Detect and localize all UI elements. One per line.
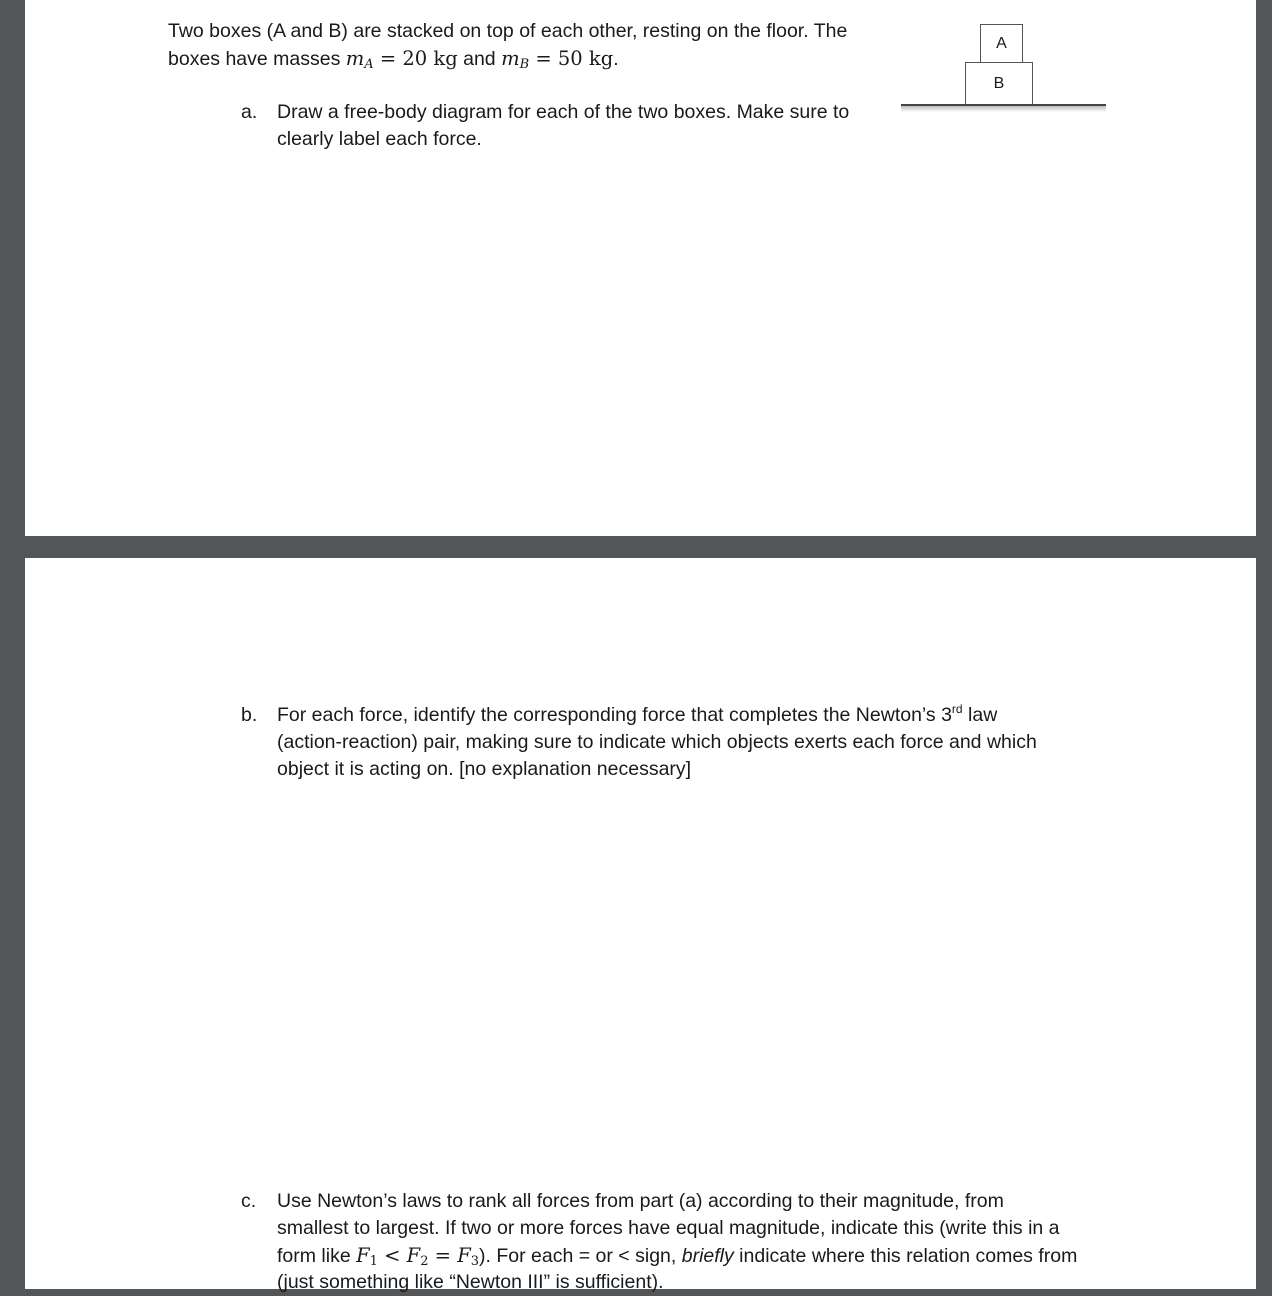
intro-text: boxes have masses bbox=[168, 48, 346, 70]
part-a-line-2: clearly label each force. bbox=[277, 128, 482, 150]
part-c-line-4: (just something like “Newton III” is sufficient). bbox=[277, 1271, 664, 1293]
intro-line-1: Two boxes (A and B) are stacked on top of each other, resting on the floor. The bbox=[168, 20, 848, 42]
document-page-2 bbox=[25, 558, 1256, 1293]
part-c-line-2: smallest to largest. If two or more forces have equal magnitude, indicate this (write this in a bbox=[277, 1217, 1060, 1239]
part-c-marker: c. bbox=[241, 1190, 257, 1212]
part-a-line-1: Draw a free-body diagram for each of the two boxes. Make sure to bbox=[277, 101, 850, 123]
part-b-line-1: For each force, identify the corresponding force that completes the Newton’s 3rd law bbox=[277, 702, 998, 726]
and-text: and bbox=[457, 48, 502, 70]
box-a: A bbox=[980, 24, 1023, 63]
part-c-line-3: form like $F_1 < F_2 = F_3$). For each = or < sign, briefly indicate where this relation comes from bbox=[277, 1244, 1078, 1269]
intro-line-2 bbox=[168, 45, 619, 73]
force-ranking-example: $F_1 < F_2 = F_3$ bbox=[356, 1244, 480, 1269]
box-b: B bbox=[965, 62, 1033, 105]
period: . bbox=[613, 48, 619, 70]
part-b-marker: b. bbox=[241, 704, 258, 726]
floor-line bbox=[901, 104, 1106, 112]
part-b-line-2: (action-reaction) pair, making sure to indicate which objects exerts each force and which bbox=[277, 731, 1037, 753]
part-b-line-3: object it is acting on. [no explanation necessary] bbox=[277, 758, 692, 780]
part-c-line-1: Use Newton’s laws to rank all forces from part (a) according to their magnitude, from bbox=[277, 1190, 1004, 1212]
mass-a-expression: $m_A = 20$ kg bbox=[345, 47, 458, 72]
mass-b-expression: $m_B = 50$ kg bbox=[501, 47, 614, 72]
part-a-marker: a. bbox=[241, 101, 258, 123]
document-page-1 bbox=[25, 0, 1256, 536]
